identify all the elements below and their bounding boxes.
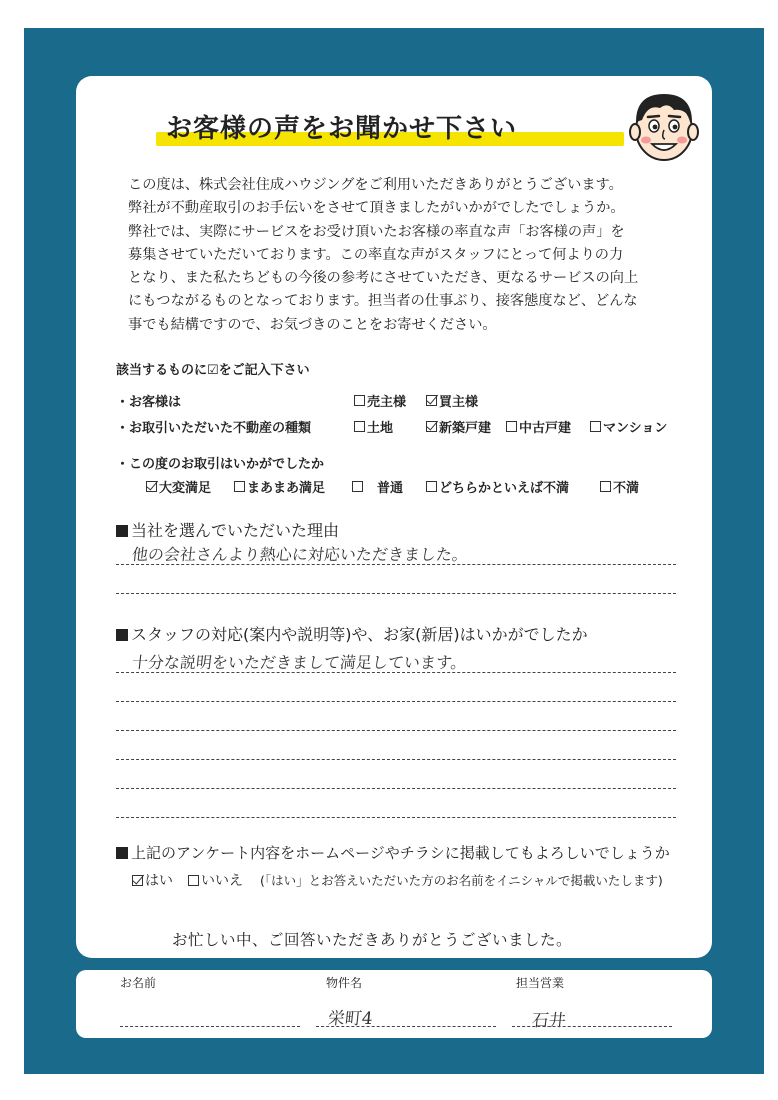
answer-line	[116, 564, 676, 565]
page-title: お客様の声をお聞かせ下さい	[166, 114, 518, 144]
option-somewhat-dissatisfied[interactable]: どちらかといえば不満	[426, 477, 569, 496]
option-seller[interactable]: 売主様	[354, 391, 406, 410]
checkbox-used-house[interactable]	[506, 421, 517, 432]
q2-answer[interactable]: 十分な説明をいただきまして満足しています。	[130, 653, 468, 672]
option-dissatisfied[interactable]: 不満	[600, 477, 639, 496]
option-buyer[interactable]: 買主様	[426, 391, 478, 410]
square-bullet-icon	[116, 525, 128, 537]
option-neutral[interactable]: 普通	[352, 477, 403, 496]
checkbox-buyer[interactable]	[426, 395, 437, 406]
answer-line	[116, 672, 676, 673]
checkbox-seller[interactable]	[354, 395, 365, 406]
q3-note: (「はい」とお答えいただいた方のお名前をイニシャルで掲載いたします)	[260, 873, 663, 888]
property-label: 物件名	[326, 976, 363, 990]
intro-text: この度は、株式会社住成ハウジングをご利用いただきありがとうございます。 弊社が不動産取引のお手伝いをさせて頂きましたがいかがでしたでしょうか。 弊社では、実際にサービスをお受け頂いたお客様の率直な声「お客様の声」を 募集させていただいております。この率直な声がスタッフにとって何よりの力 となり、また私たちどもの今後の参考にさせていただき、更なるサービスの向上 にもつながるものとなっております。担当者の仕事ぶり、接客態度など、どんな 事でも結構ですので、お気づきのことをお寄せください。	[128, 177, 639, 333]
option-yes[interactable]: はい	[132, 870, 173, 890]
q-customer-label: ・お客様は	[116, 395, 182, 410]
answer-line	[116, 701, 676, 702]
name-line	[120, 1026, 300, 1027]
q1-heading: 当社を選んでいただいた理由	[116, 518, 339, 541]
square-bullet-icon	[116, 847, 128, 859]
property-line	[316, 1026, 496, 1027]
q2-heading: スタッフの対応(案内や説明等)や、お家(新居)はいかがでしたか	[116, 622, 588, 645]
answer-line	[116, 730, 676, 731]
checkbox-mansion[interactable]	[590, 421, 601, 432]
mascot-face-icon	[624, 86, 704, 166]
checkbox-land[interactable]	[354, 421, 365, 432]
staff-line	[512, 1026, 672, 1027]
checkbox-somewhat-dissatisfied[interactable]	[426, 481, 437, 492]
q1-answer[interactable]: 他の会社さんより熱心に対応いただきました。	[130, 545, 469, 564]
checkbox-neutral[interactable]	[352, 481, 363, 492]
property-value[interactable]: 栄町4	[326, 1009, 374, 1029]
staff-value[interactable]: 石井	[530, 1011, 567, 1031]
name-label: お名前	[120, 976, 157, 990]
checkbox-dissatisfied[interactable]	[600, 481, 611, 492]
survey-card	[76, 76, 712, 958]
option-new-house[interactable]: 新築戸建	[426, 417, 491, 436]
checkbox-somewhat-satisfied[interactable]	[234, 481, 245, 492]
answer-line	[116, 759, 676, 760]
thanks-message: お忙しい中、ご回答いただきありがとうございました。	[172, 931, 573, 949]
option-mansion[interactable]: マンション	[590, 417, 667, 436]
instruction: 該当するものに☑をご記入下さい	[116, 363, 310, 378]
square-bullet-icon	[116, 629, 128, 641]
checkbox-very-satisfied[interactable]	[146, 481, 157, 492]
q-property-label: ・お取引いただいた不動産の種類	[116, 421, 312, 436]
q-satisfaction-label: ・この度のお取引はいかがでしたか	[116, 457, 325, 472]
staff-label: 担当営業	[516, 976, 565, 990]
option-very-satisfied[interactable]: 大変満足	[146, 477, 211, 496]
option-used-house[interactable]: 中古戸建	[506, 417, 571, 436]
checkbox-new-house[interactable]	[426, 421, 437, 432]
option-somewhat-satisfied[interactable]: まあまあ満足	[234, 477, 325, 496]
footer-card	[76, 970, 712, 1038]
answer-line	[116, 817, 676, 818]
option-land[interactable]: 土地	[354, 417, 393, 436]
title-block	[156, 108, 626, 148]
answer-line	[116, 788, 676, 789]
q3-heading: 上記のアンケート内容をホームページやチラシに掲載してもよろしいでしょうか	[116, 842, 670, 863]
checkbox-yes[interactable]	[132, 875, 143, 886]
option-no[interactable]: いいえ	[188, 870, 243, 890]
checkbox-no[interactable]	[188, 875, 199, 886]
answer-line	[116, 593, 676, 594]
